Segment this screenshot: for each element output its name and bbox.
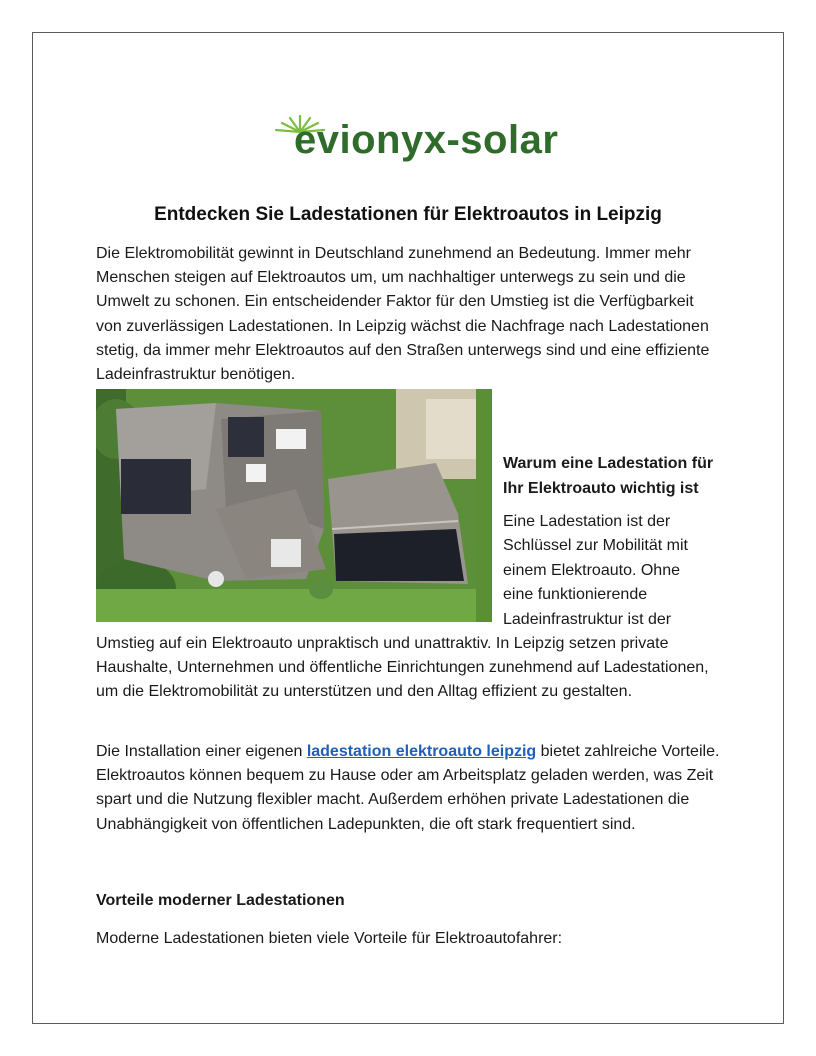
section-heading-advantages: Vorteile moderner Ladestationen xyxy=(96,892,345,909)
section-text-why-continued: Umstieg auf ein Elektroauto unpraktisch und unattraktiv. In Leipzig setzen private Haushalte, Unternehmen und öffentliche Einrichtungen zunehmend auf Ladestationen, um die Elektromobilität zu unterstützen und den Alltag effizient zu gestalten. xyxy=(96,635,709,701)
installation-text-after: bietet zahlreiche Vorteile. Elektroautos können bequem zu Hause oder am Arbeitsplatz geladen werden, was Zeit spart und die Nutzung flexibler macht. Außerdem erhöhen private Ladestationen die Unabhängigkeit von öffentlichen Ladepunkten, die oft stark frequentiert sind. xyxy=(96,743,720,833)
logo-text: evionyx-solar xyxy=(294,118,559,162)
intro-paragraph: Die Elektromobilität gewinnt in Deutschland zunehmend an Bedeutung. Immer mehr Menschen steigen auf Elektroautos um, um nachhaltiger unterwegs zu sein und die Umwelt zu schonen. Ein entscheidender Faktor für den Umstieg ist die Verfügbarkeit von zuverlässigen Ladestationen. In Leipzig wächst die Nachfrage nach Ladestationen stetig, da immer mehr Elektroautos auf den Straßen unterwegs sind und eine effiziente Ladeinfrastruktur benötigen. xyxy=(96,245,710,384)
page-title: Entdecken Sie Ladestationen für Elektroautos in Leipzig xyxy=(154,204,662,225)
installation-paragraph xyxy=(96,740,720,837)
installation-text-before: Die Installation einer eigenen xyxy=(96,743,307,760)
advantages-intro: Moderne Ladestationen bieten viele Vorteile für Elektroautofahrer: xyxy=(96,930,563,947)
ladestation-link[interactable]: ladestation elektroauto leipzig xyxy=(306,743,537,760)
section-text-why-side: Eine Ladestation ist der Schlüssel zur Mobilität mit einem Elektroauto. Ohne eine funktionierende Ladeinfrastruktur ist der xyxy=(503,513,688,628)
evionyx-solar-logo[interactable] xyxy=(270,112,559,168)
aerial-house-photo xyxy=(96,389,492,622)
section-heading-why: Warum eine Ladestation für Ihr Elektroauto wichtig ist xyxy=(503,455,714,497)
